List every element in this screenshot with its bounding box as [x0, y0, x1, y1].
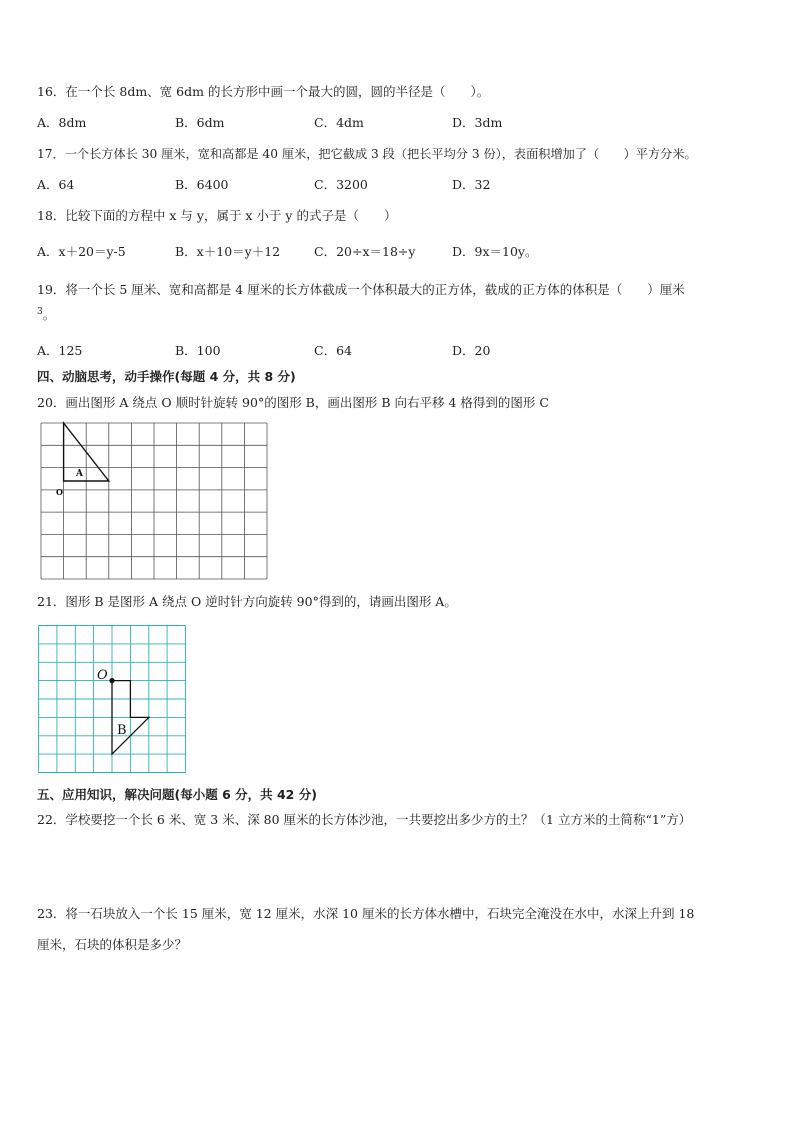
q18-option-c: C．20÷x＝18÷y [314, 244, 416, 259]
q20-grid [41, 423, 267, 579]
q18-stem: 18．比较下面的方程中 x 与 y，属于 x 小于 y 的式子是（ ） [37, 208, 397, 223]
q21-point-o [109, 678, 114, 683]
q21-label-o: O [97, 668, 108, 683]
q16-option-a: A．8dm [37, 115, 87, 130]
q19-stem: 19．将一个长 5 厘米、宽和高都是 4 厘米的长方体截成一个体积最大的正方体，截成的正方体的体积是（ ）厘米 [37, 282, 685, 297]
q18-option-a: A．x＋20＝y-5 [37, 244, 126, 259]
section-5-heading: 五、应用知识，解决问题(每小题 6 分，共 42 分) [37, 787, 317, 802]
q20-grid-figure [38, 420, 270, 582]
q19-option-b: B．100 [175, 343, 221, 358]
q17-option-c: C．3200 [314, 177, 368, 192]
q19-superscript: 3 [37, 306, 43, 317]
q16-stem: 16．在一个长 8dm、宽 6dm 的长方形中画一个最大的圆，圆的半径是（ ）。 [37, 84, 490, 99]
q17-stem: 17．一个长方体长 30 厘米，宽和高都是 40 厘米，把它截成 3 段（把长平均分 3 份），表面积增加了（ ）平方分米。 [37, 147, 697, 161]
q22-stem: 22．学校要挖一个长 6 米、宽 3 米、深 80 厘米的长方体沙池，一共要挖出多少方的土？（1 立方米的土简称“1”方） [37, 812, 692, 827]
q18-option-d: D．9x＝10y。 [452, 244, 538, 259]
q19-option-c: C．64 [314, 343, 352, 358]
q23-stem-line-1: 23．将一石块放入一个长 15 厘米，宽 12 厘米，水深 10 厘米的长方体水槽中，石块完全淹没在水中，水深上升到 18 [37, 906, 695, 921]
q16-option-c: C．4dm [314, 115, 364, 130]
q20-label-o: O [56, 487, 63, 497]
q16-option-d: D．3dm [452, 115, 503, 130]
q20-stem: 20．画出图形 A 绕点 O 顺时针旋转 90°的图形 B，画出图形 B 向右平移 4 格得到的图形 C [37, 395, 549, 410]
q21-stem: 21．图形 B 是图形 A 绕点 O 逆时针方向旋转 90°得到的，请画出图形 A。 [37, 594, 457, 609]
q19-stem-cont [37, 307, 55, 323]
q20-label-a: A [76, 469, 83, 479]
q19-option-a: A．125 [37, 343, 83, 358]
q16-option-b: B．6dm [175, 115, 225, 130]
q21-grid-figure [37, 624, 189, 776]
q21-label-b: B [117, 723, 127, 738]
q19-stem-end: 。 [42, 307, 56, 322]
q17-option-d: D．32 [452, 177, 491, 192]
q17-option-b: B．6400 [175, 177, 229, 192]
q19-option-d: D．20 [452, 343, 491, 358]
section-4-heading: 四、动脑思考，动手操作(每题 4 分，共 8 分) [37, 369, 296, 384]
q23-stem-line-2: 厘米，石块的体积是多少？ [37, 937, 188, 952]
q17-option-a: A．64 [37, 177, 75, 192]
q18-option-b: B．x＋10＝y＋12 [175, 244, 281, 259]
